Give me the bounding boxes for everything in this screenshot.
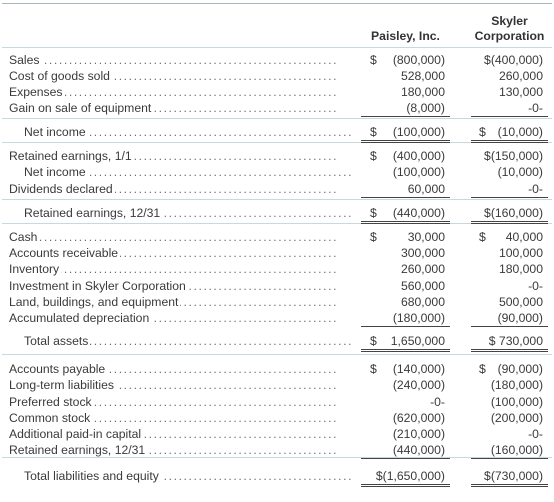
dollar-sign: $ <box>479 230 486 244</box>
amount: (160,000) <box>490 443 543 457</box>
col2-header-line2: Corporation <box>474 29 545 43</box>
amount: (8,000) <box>406 101 445 115</box>
amount: (180,000) <box>392 311 445 325</box>
section-rule <box>2 199 552 200</box>
table-row <box>0 164 554 180</box>
row-label-text: Dividends declared <box>9 182 113 196</box>
row-label-text: Total assets <box>24 334 89 348</box>
table-row <box>0 52 554 68</box>
amount: 300,000 <box>400 246 445 260</box>
amount: 500,000 <box>498 295 543 309</box>
section-rule <box>2 354 552 355</box>
paisley-value <box>361 205 450 224</box>
amount: 130,000 <box>498 85 543 99</box>
amount: $(1,650,000) <box>375 469 445 483</box>
amount: 1,650,000 <box>390 334 445 348</box>
row-label-text: Land, buildings, and equipment <box>9 295 179 309</box>
paisley-value <box>361 394 450 410</box>
table-row <box>0 229 554 245</box>
amount: (90,000) <box>497 311 543 325</box>
row-label-text: Gain on sale of equipment <box>9 101 152 115</box>
table-row <box>0 394 554 410</box>
row-label <box>9 68 339 84</box>
dollar-sign: $ <box>370 362 377 376</box>
skyler-value <box>471 164 548 180</box>
row-label <box>9 426 339 442</box>
skyler-value <box>471 245 548 261</box>
paisley-value <box>361 148 450 164</box>
amount: 680,000 <box>400 295 445 309</box>
dollar-sign: $ <box>370 125 377 139</box>
paisley-value <box>361 181 450 198</box>
paisley-value <box>361 468 450 487</box>
amount: (10,000) <box>497 165 543 179</box>
row-label-text: Accounts receivable <box>9 246 119 260</box>
paisley-value <box>361 124 450 143</box>
amount: (210,000) <box>392 427 445 441</box>
dollar-sign: $ <box>370 334 377 348</box>
amount: (440,000) <box>392 443 445 457</box>
skyler-value <box>471 394 548 410</box>
row-label <box>9 361 339 377</box>
dollar-sign: $ <box>370 230 377 244</box>
table-row <box>0 261 554 277</box>
row-label <box>24 124 354 140</box>
table-row <box>0 245 554 261</box>
amount: $ 730,000 <box>488 334 543 348</box>
row-label <box>9 442 339 458</box>
row-label-text: Net income <box>24 125 86 139</box>
paisley-value <box>361 410 450 426</box>
row-label <box>9 100 339 116</box>
paisley-value <box>361 84 450 100</box>
skyler-value <box>471 124 548 143</box>
table-row <box>0 294 554 310</box>
table-row <box>0 361 554 377</box>
amount: 560,000 <box>400 279 445 293</box>
amount: (620,000) <box>392 411 445 425</box>
amount: (200,000) <box>490 411 543 425</box>
row-label-text: Common stock <box>9 411 91 425</box>
table-row <box>0 68 554 84</box>
paisley-value <box>361 261 450 277</box>
row-label <box>9 84 339 100</box>
skyler-value <box>471 426 548 442</box>
dollar-sign: $ <box>479 362 486 376</box>
paisley-value <box>361 294 450 310</box>
skyler-value <box>471 333 548 352</box>
table-row <box>0 310 554 326</box>
skyler-value <box>471 442 548 459</box>
table-row <box>0 181 554 197</box>
dollar-sign: $ <box>370 206 377 220</box>
skyler-value <box>471 100 548 117</box>
dollar-sign: $ <box>370 53 377 67</box>
row-label-text: Retained earnings, 12/31 <box>24 206 161 220</box>
amount: (10,000) <box>497 125 543 139</box>
amount: 260,000 <box>400 262 445 276</box>
table-row <box>0 442 554 458</box>
paisley-value <box>361 52 450 68</box>
amount: (800,000) <box>392 53 445 67</box>
skyler-value <box>471 261 548 277</box>
row-label <box>9 52 339 68</box>
skyler-value <box>471 278 548 294</box>
amount: (400,000) <box>392 149 445 163</box>
amount: (100,000) <box>392 125 445 139</box>
row-label-text: Cash <box>9 230 38 244</box>
paisley-value <box>361 229 450 245</box>
dollar-sign: $ <box>479 125 486 139</box>
skyler-value <box>471 229 548 245</box>
row-label <box>9 261 339 277</box>
row-label <box>24 205 354 221</box>
dollar-sign: $ <box>370 149 377 163</box>
row-label-text: Retained earnings, 1/1 <box>9 149 132 163</box>
row-label <box>9 377 339 393</box>
row-label-text: Sales <box>9 53 40 67</box>
row-label <box>24 164 354 180</box>
row-label-text: Net income <box>24 165 86 179</box>
row-label <box>9 245 339 261</box>
paisley-value <box>361 245 450 261</box>
row-label-text: Additional paid-in capital <box>9 427 142 441</box>
table-row <box>0 377 554 393</box>
section-rule <box>2 118 552 119</box>
table-row <box>0 100 554 116</box>
table-row <box>0 148 554 164</box>
table-row <box>0 468 554 484</box>
amount: (180,000) <box>490 378 543 392</box>
amount: $(400,000) <box>484 53 543 67</box>
row-label <box>9 181 339 197</box>
row-label-text: Long-term liabilities <box>9 378 114 392</box>
amount: 180,000 <box>400 85 445 99</box>
amount: 260,000 <box>498 69 543 83</box>
paisley-value <box>361 278 450 294</box>
paisley-value <box>361 100 450 117</box>
amount: -0- <box>430 395 445 409</box>
row-label <box>9 310 339 326</box>
paisley-value <box>361 333 450 352</box>
skyler-value <box>471 84 548 100</box>
row-label-text: Cost of goods sold <box>9 69 110 83</box>
row-label-text: Accumulated depreciation <box>9 311 150 325</box>
col1-header: Paisley, Inc. <box>371 29 440 43</box>
table-row <box>0 84 554 100</box>
section-rule <box>2 142 552 143</box>
amount: $(160,000) <box>484 206 543 220</box>
amount: (100,000) <box>392 165 445 179</box>
skyler-value <box>471 68 548 84</box>
amount: $(150,000) <box>484 149 543 163</box>
amount: 528,000 <box>400 69 445 83</box>
table-row <box>0 124 554 140</box>
row-label-text: Retained earnings, 12/31 <box>9 443 146 457</box>
row-label-text: Investment in Skyler Corporation <box>9 279 186 293</box>
row-label <box>24 333 354 349</box>
row-label-text: Total liabilities and equity <box>24 469 159 483</box>
amount: 60,000 <box>407 182 445 196</box>
amount: 180,000 <box>498 262 543 276</box>
table-row <box>0 333 554 349</box>
skyler-value <box>471 205 548 224</box>
row-label <box>9 148 339 164</box>
row-label <box>9 278 339 294</box>
paisley-value <box>361 310 450 327</box>
skyler-value <box>471 52 548 68</box>
skyler-value <box>471 181 548 198</box>
header-rule <box>2 47 552 48</box>
amount: $(730,000) <box>484 469 543 483</box>
skyler-value <box>471 410 548 426</box>
table-row <box>0 410 554 426</box>
paisley-value <box>361 68 450 84</box>
amount: -0- <box>528 427 543 441</box>
skyler-value <box>471 310 548 327</box>
row-label-text: Accounts payable <box>9 362 106 376</box>
skyler-value <box>471 468 548 487</box>
section-rule <box>2 223 552 224</box>
amount: 30,000 <box>407 230 445 244</box>
amount: (100,000) <box>490 395 543 409</box>
amount: (240,000) <box>392 378 445 392</box>
row-label-text: Expenses <box>9 85 63 99</box>
skyler-value <box>471 377 548 393</box>
amount: (90,000) <box>497 362 543 376</box>
table-row <box>0 426 554 442</box>
paisley-value <box>361 442 450 459</box>
top-rule <box>2 3 552 4</box>
paisley-value <box>361 361 450 377</box>
amount: 40,000 <box>505 230 543 244</box>
row-label <box>9 229 339 245</box>
row-label <box>9 294 339 310</box>
row-label <box>24 468 354 484</box>
col2-header-line1: Skyler <box>491 14 528 28</box>
table-row <box>0 205 554 221</box>
amount: -0- <box>528 101 543 115</box>
amount: 100,000 <box>498 246 543 260</box>
amount: (140,000) <box>392 362 445 376</box>
paisley-value <box>361 377 450 393</box>
row-label <box>9 410 339 426</box>
skyler-value <box>471 294 548 310</box>
paisley-value <box>361 426 450 442</box>
amount: -0- <box>528 279 543 293</box>
row-label-text: Inventory <box>9 262 60 276</box>
skyler-value <box>471 361 548 377</box>
amount: -0- <box>528 182 543 196</box>
paisley-value <box>361 164 450 180</box>
row-label <box>9 394 339 410</box>
amount: (440,000) <box>392 206 445 220</box>
table-row <box>0 278 554 294</box>
skyler-value <box>471 148 548 164</box>
row-label-text: Preferred stock <box>9 395 92 409</box>
